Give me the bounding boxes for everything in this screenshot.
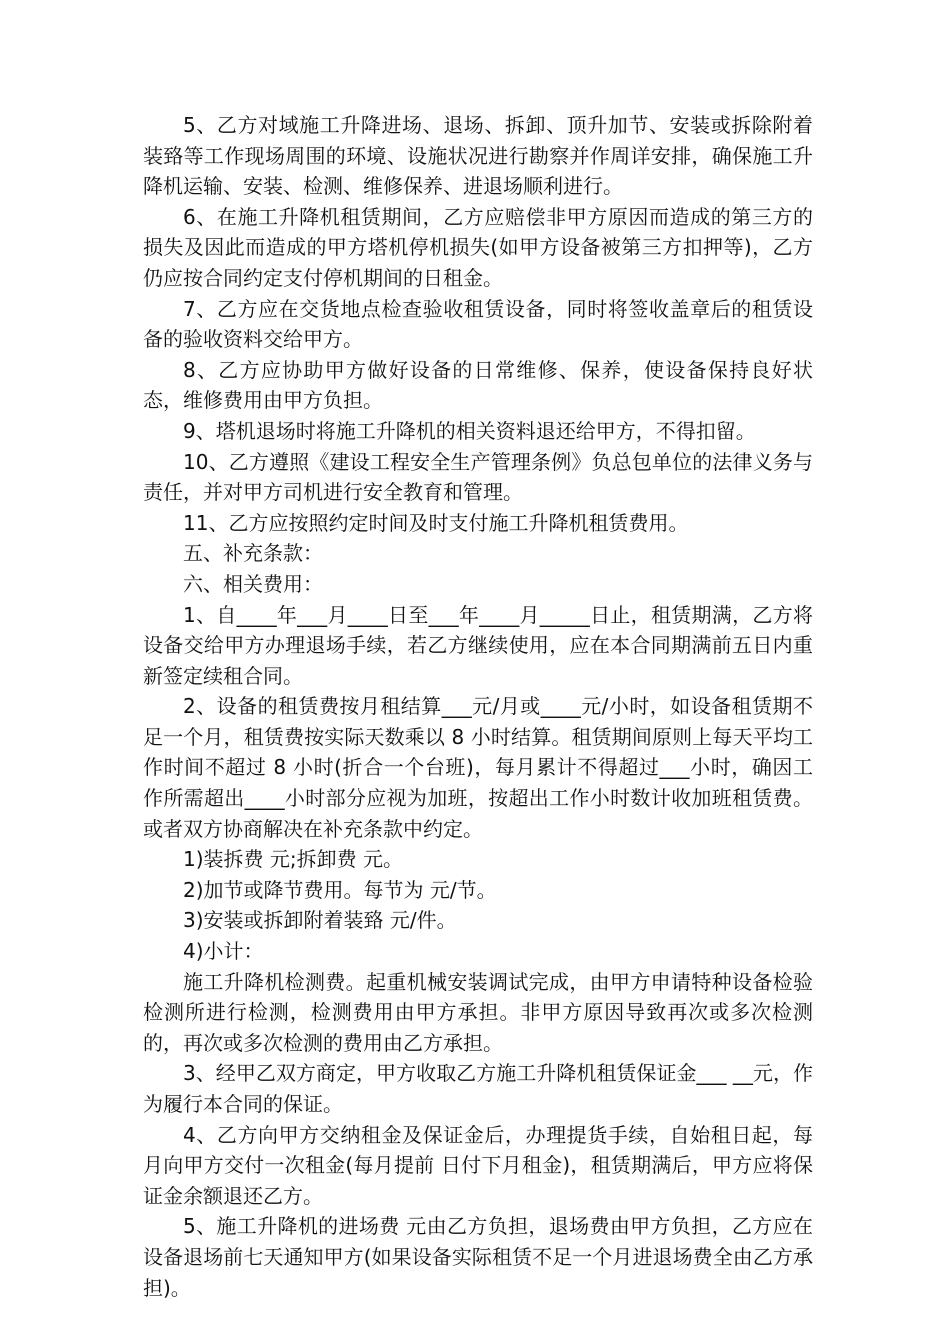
paragraph-fee-2-rental-rate: 2、设备的租赁费按月租结算___元/月或____元/小时，如设备租赁期不足一个月，租赁费按实际天数乘以 8 小时结算。租赁期间原则上每天平均工作时间不超过 8 小时(折合一个台班)，每月累计不得超过___小时，确因工作所需超出____小时部分应视为加班，按超出工作小时数计收加班租赁费。或者双方协商解决在补充条款中约定。	[143, 694, 813, 841]
section-heading-fees: 六、相关费用：	[183, 571, 323, 596]
paragraph-fee-item-4: 4)小计：	[183, 939, 264, 964]
paragraph-fee-4-rent-payment: 4、乙方向甲方交纳租金及保证金后，办理提货手续，自始租日起，每 月向甲方交付一次租金(每月提前 日付下月租金)，租赁期满后，甲方应将保证金余额退还乙方。	[143, 1122, 813, 1208]
paragraph-fee-item-2: 2)加节或降节费用。每节为 元/节。	[183, 877, 497, 902]
paragraph-fee-item-3: 3)安装或拆卸附着装臵 元/件。	[183, 908, 457, 933]
document-page	[143, 110, 813, 1303]
paragraph-fee-item-1: 1)装拆费 元;拆卸费 元。	[183, 847, 403, 872]
paragraph-fee-1-lease-period: 1、自____年___月____日至___年____月_____日止，租赁期满，乙方将设备交给甲方办理退场手续，若乙方继续使用，应在本合同期满前五日内重新签定续租合同。	[143, 602, 813, 688]
paragraph-inspection-fee: 施工升降机检测费。起重机械安装调试完成，由甲方申请特种设备检验检测所进行检测，检测费用由甲方承担。非甲方原因导致再次或多次检测的，再次或多次检测的费用由乙方承担。	[143, 969, 813, 1055]
section-heading-supplementary: 五、补充条款：	[183, 541, 323, 566]
paragraph-clause-7-inspection: 7、乙方应在交货地点检查验收租赁设备，同时将签收盖章后的租赁设备的验收资料交给甲方。	[143, 296, 813, 352]
paragraph-clause-10-safety: 10、乙方遵照《建设工程安全生产管理条例》负总包单位的法律义务与责任，并对甲方司机进行安全教育和管理。	[143, 449, 813, 505]
paragraph-clause-5-site-survey: 5、乙方对域施工升降进场、退场、拆卸、顶升加节、安装或拆除附着装臵等工作现场周围的环境、设施状况进行勘察并作周详安排，确保施工升降机运输、安装、检测、维修保养、进退场顺利进行。	[143, 113, 813, 199]
paragraph-clause-11-payment: 11、乙方应按照约定时间及时支付施工升降机租赁费用。	[183, 510, 689, 535]
paragraph-clause-9-documents: 9、塔机退场时将施工升降机的相关资料退还给甲方，不得扣留。	[183, 418, 756, 443]
paragraph-clause-6-third-party-loss: 6、在施工升降机租赁期间，乙方应赔偿非甲方原因而造成的第三方的损失及因此而造成的甲方塔机停机损失(如甲方设备被第三方扣押等)，乙方仍应按合同约定支付停机期间的日租金。	[143, 204, 813, 290]
paragraph-clause-8-maintenance: 8、乙方应协助甲方做好设备的日常维修、保养，使设备保持良好状态，维修费用由甲方负担。	[143, 357, 813, 413]
paragraph-fee-3-deposit: 3、经甲乙双方商定，甲方收取乙方施工升降机租赁保证金___ __元，作为履行本合同的保证。	[143, 1061, 813, 1116]
paragraph-fee-5-entry-exit: 5、施工升降机的进场费 元由乙方负担，退场费由甲方负担，乙方应在设备退场前七天通知甲方(如果设备实际租赁不足一个月进退场费全由乙方承担)。	[143, 1214, 813, 1300]
